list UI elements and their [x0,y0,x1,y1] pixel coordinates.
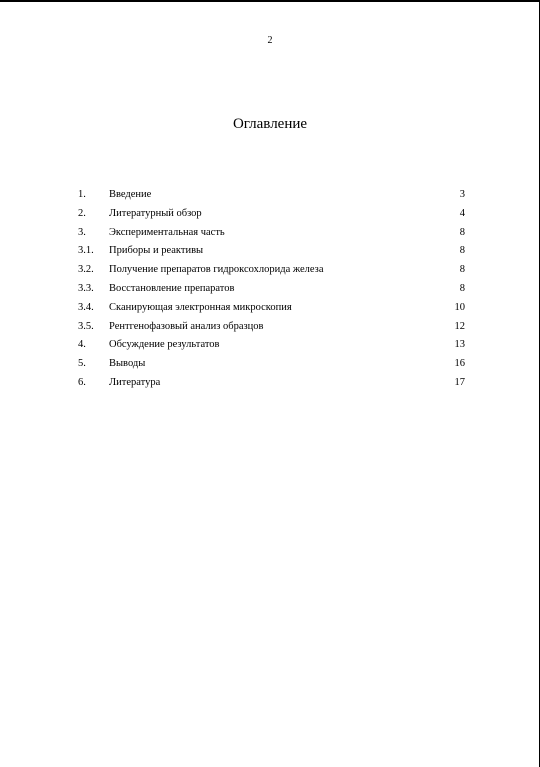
toc-entry-title: Восстановление препаратов [109,282,235,294]
toc-title: Оглавление [232,116,308,132]
toc-entry-conclusions[interactable] [78,358,465,377]
toc-entry-number: 6. [78,376,86,388]
toc-entry-instruments[interactable] [78,245,465,264]
toc-entry-title: Введение [109,189,152,200]
toc-entry-number: 3. [78,226,86,238]
toc-entry-number: 4. [78,339,86,351]
toc-entry-title: Рентгенофазовый анализ образцов [109,320,264,332]
toc-entry-number: 1. [78,189,86,200]
toc-entry-reduction[interactable] [78,283,465,302]
toc-entry-number: 3.3. [78,282,94,294]
page-top-border [0,0,540,2]
toc-entry-page: 8 [459,264,465,276]
toc-entry-page: 8 [459,226,465,238]
toc-entry-number: 3.1. [78,245,94,257]
toc-entry-sem[interactable] [78,302,465,321]
toc-entry-introduction[interactable] [78,189,465,208]
toc-entry-xrd[interactable] [78,321,465,340]
toc-entry-title: Приборы и реактивы [109,245,204,257]
toc-list [78,189,465,396]
toc-entry-literature-review[interactable] [78,208,465,227]
toc-entry-experimental[interactable] [78,227,465,246]
toc-entry-title: Обсуждение результатов [109,339,220,351]
toc-entry-page: 8 [459,282,465,294]
toc-entry-title: Экспериментальная часть [109,226,225,238]
toc-entry-title: Литературный обзор [109,207,202,219]
toc-entry-page: 4 [459,207,465,219]
toc-entry-number: 3.5. [78,320,94,332]
toc-entry-number: 5. [78,358,86,370]
toc-entry-page: 12 [454,320,465,332]
toc-entry-discussion[interactable] [78,339,465,358]
toc-entry-number: 3.2. [78,264,94,276]
page-number: 2 [267,35,273,46]
toc-entry-page: 13 [454,339,465,351]
toc-entry-page: 3 [459,189,465,200]
toc-entry-page: 8 [459,245,465,257]
toc-entry-title: Получение препаратов гидроксохлорида железа [109,264,324,276]
toc-entry-page: 17 [454,376,465,388]
toc-entry-title: Выводы [109,358,146,370]
toc-entry-page: 16 [454,358,465,370]
toc-entry-number: 2. [78,207,86,219]
toc-entry-preparation[interactable] [78,264,465,283]
toc-entry-references[interactable] [78,377,465,396]
toc-entry-title: Литература [109,376,161,388]
toc-entry-number: 3.4. [78,301,94,313]
toc-entry-title: Сканирующая электронная микроскопия [109,301,292,313]
toc-entry-page: 10 [454,301,465,313]
